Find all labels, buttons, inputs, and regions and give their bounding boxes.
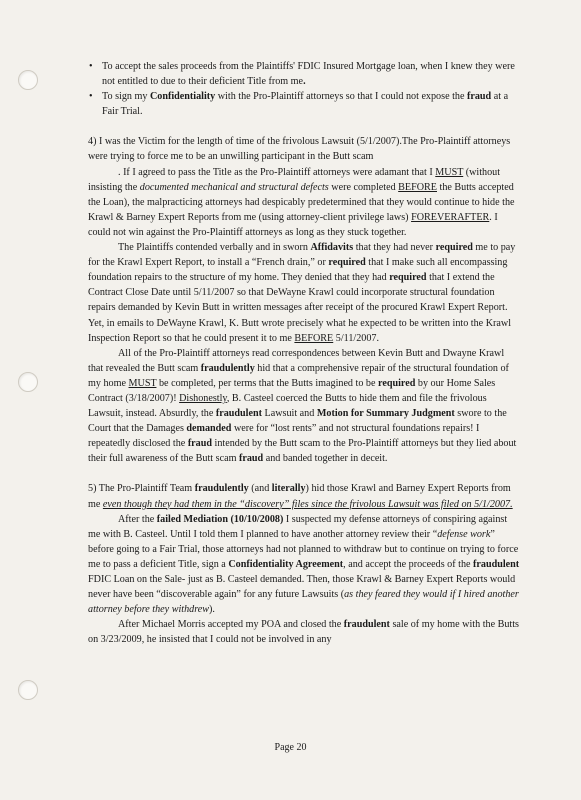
text-run: All of the Pro-Plaintiff attorneys read correspondences between Kevin Butt and Dwayne Krawl that revealed the Butt scam bbox=[88, 347, 505, 374]
text-run: (without insisting the bbox=[88, 166, 501, 193]
text-run: MUST bbox=[128, 377, 157, 389]
text-run: After the bbox=[118, 513, 157, 525]
text-run: FDIC Loan on the Sale- just as B. Casteel demanded. Then, those Krawl & Barney Expert Reports would never have been “discoverable again” for any future Lawsuits ( bbox=[88, 574, 516, 601]
text-run: FOREVERAFTER bbox=[411, 211, 490, 223]
text-run: , and accept the proceeds of the bbox=[343, 558, 474, 570]
text-run: by our Home Sales Contract (3/18/2007)! bbox=[88, 377, 496, 404]
text-run: BEFORE bbox=[294, 332, 334, 344]
bullet-item bbox=[88, 59, 520, 89]
bullet-list bbox=[88, 59, 520, 119]
text-run: 5) The Pro-Plaintiff Team bbox=[88, 483, 195, 495]
text-run: Dishonestly bbox=[179, 392, 227, 404]
spacer bbox=[88, 466, 520, 481]
punch-hole bbox=[18, 372, 38, 392]
text-run: intended by the Butt scam to the Pro-Plaintiff attorneys but they lied about their full awareness of the Butt scam bbox=[88, 438, 517, 465]
text-run: documented mechanical and structural defects bbox=[139, 181, 329, 193]
text-run: sale of my home with the Butts on 3/23/2009, he insisted that I could not be involved in any bbox=[88, 619, 520, 646]
punch-hole bbox=[18, 70, 38, 90]
text-run: ) hid those Krawl and Barney Expert Reports from me bbox=[88, 483, 511, 510]
paragraph bbox=[88, 134, 520, 164]
text-run: ). bbox=[209, 604, 215, 616]
text-run: After Michael Morris accepted my POA and closed the bbox=[118, 619, 344, 631]
text-run: ” before going to a Fair Trial, those attorneys had not planned to withdraw but to continue on trying to force me to pass a deficient Title, sign a bbox=[88, 528, 519, 570]
text-run: . If I agreed to pass the Title as the Pro-Plaintiff attorneys were adamant that I bbox=[118, 166, 436, 178]
text-run: Lawsuit and bbox=[262, 408, 317, 420]
text-run: even though they had them in the “discovery” files since the frivolous Lawsuit was filed on 5/1/2007. bbox=[102, 498, 513, 510]
text-run: fraud bbox=[187, 438, 213, 450]
text-run: fraudulently bbox=[200, 362, 255, 374]
text-run: MUST bbox=[435, 166, 464, 178]
paragraph bbox=[88, 481, 520, 511]
text-run: literally bbox=[271, 483, 306, 495]
text-run: swore to the Court that the Damages bbox=[88, 408, 507, 435]
text-run: with the Pro-Plaintiff attorneys so that I could not expose the bbox=[215, 91, 467, 103]
text-run: To accept the sales proceeds from the Plaintiffs' FDIC Insured Mortgage loan, when I knew they were not entitled to due to their deficient Title from me bbox=[102, 61, 515, 88]
text-run: fraudulent bbox=[473, 558, 520, 570]
bullet-item bbox=[88, 89, 520, 119]
text-run: Confidentiality bbox=[149, 91, 216, 103]
text-run: fraud bbox=[239, 453, 264, 465]
paragraph bbox=[88, 240, 520, 346]
text-run: fraudulent bbox=[343, 619, 390, 631]
text-run: demanded bbox=[186, 423, 232, 435]
text-run: hid that a comprehensive repair of the structural foundation of my home bbox=[88, 362, 509, 389]
text-run: . I could not win against the Pro-Plaintiff attorneys as long as they stuck together. bbox=[88, 211, 498, 238]
text-run: I suspected my defense attorneys of conspiring against me with B. Casteel. Until I told them I planned to have another attorney review their “ bbox=[88, 513, 508, 540]
paragraph bbox=[88, 512, 520, 618]
text-run: Confidentiality Agreement bbox=[228, 558, 344, 570]
text-run: fraud bbox=[467, 91, 492, 103]
text-run: be completed, per terms that the Butts imagined to be bbox=[156, 377, 379, 389]
text-run: The Plaintiffs contended verbally and in sworn bbox=[118, 242, 311, 254]
text-run: at a Fair Trial. bbox=[102, 91, 509, 118]
document-body bbox=[88, 59, 520, 647]
text-run: that I make such all encompassing foundation repairs to the structure of my home. They denied that they had bbox=[88, 257, 508, 284]
text-run: (and bbox=[248, 483, 272, 495]
text-run: the Butts accepted the Loan), the malpracticing attorneys had despicably predetermined that they would continue to hide the Krawl & Barney Expert Reports from me (using attorney-client privilege laws) bbox=[88, 181, 515, 223]
spacer bbox=[88, 119, 520, 134]
text-run: 4) I was the Victim for the length of time of the frivolous Lawsuit (5/1/2007).The Pro-Plaintiff attorneys were trying to force me to be an unwilling participant in the Butt scam bbox=[88, 136, 511, 163]
paragraph bbox=[88, 617, 520, 647]
paragraph bbox=[88, 346, 520, 467]
text-run: fraudulently bbox=[194, 483, 249, 495]
text-run: were completed bbox=[328, 181, 399, 193]
text-run: as they feared they would if I hired another attorney before they withdrew bbox=[88, 589, 519, 616]
text-run: were for “lost rents” and not structural foundations repairs! I repeatedly disclosed the bbox=[88, 423, 480, 450]
text-run: Motion for Summary Judgment bbox=[316, 408, 455, 420]
text-run: 5/11/2007. bbox=[333, 332, 379, 344]
page-number: Page 20 bbox=[274, 742, 307, 753]
text-run: failed Mediation (10/10/2008) bbox=[156, 513, 284, 525]
text-run: , B. Casteel coerced the Butts to hide them and file the frivolous Lawsuit, instead. Absurdly, the bbox=[88, 392, 487, 420]
text-run: that I extend the Contract Close Date until 5/11/2007 so that DeWayne Krawl could incorporate structural foundation repairs demanded by Kevin Butt in written messages after receipt of the procured Krawl Expert Report. Yet, in emails to DeWayne Krawl, K. Butt wrote precisely what he expected to be written into the Krawl Inspection Report so that he could present it to me bbox=[88, 272, 512, 344]
text-run: that they had never bbox=[353, 242, 436, 254]
text-run: BEFORE bbox=[398, 181, 437, 193]
text-run: required bbox=[378, 377, 416, 389]
text-run: and banded together in deceit. bbox=[263, 453, 388, 465]
text-run: required bbox=[328, 257, 366, 269]
text-run: me to pay for the Krawl Expert Report, to install a “French drain,” or bbox=[88, 242, 516, 269]
text-run: fraudulent bbox=[215, 408, 262, 420]
paragraph bbox=[88, 165, 520, 240]
text-run: To sign my bbox=[102, 91, 150, 103]
text-run: Affidavits bbox=[310, 242, 354, 254]
text-run: . bbox=[303, 76, 306, 88]
punch-hole bbox=[18, 680, 38, 700]
paragraphs bbox=[88, 134, 520, 647]
text-run: required bbox=[435, 242, 473, 254]
text-run: defense work bbox=[437, 528, 491, 540]
text-run: required bbox=[389, 272, 427, 284]
